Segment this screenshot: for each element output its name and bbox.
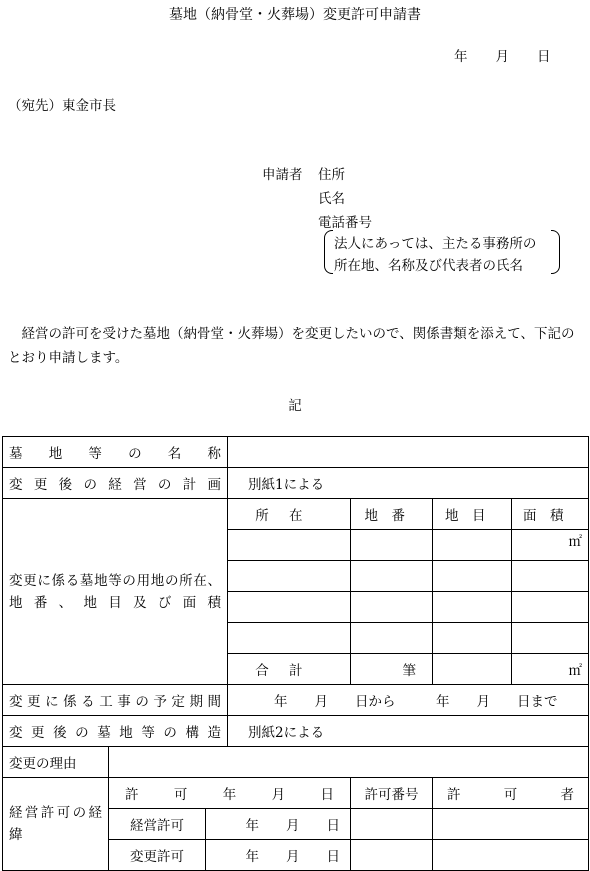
history-col-number: 許可番号: [351, 778, 433, 809]
management-plan-label: 変更後の経営の計画: [3, 468, 228, 499]
history-change-permitter[interactable]: [433, 840, 589, 871]
land-number-cell[interactable]: [351, 561, 433, 592]
land-label: 変更に係る墓地等の用地の所在、地番、地目及び面積: [3, 499, 228, 685]
land-area-cell[interactable]: [512, 623, 589, 654]
row-cemetery-name: [3, 437, 589, 468]
history-type-management: 経営許可: [109, 809, 206, 840]
row-land-header: [3, 499, 589, 530]
row-structure: [3, 716, 589, 747]
col-lot-number: 地番: [351, 499, 433, 530]
history-management-date[interactable]: 年 月 日: [206, 809, 351, 840]
construction-period-label: 変更に係る工事の予定期間: [3, 685, 228, 716]
land-location-cell[interactable]: [228, 561, 351, 592]
land-location-cell[interactable]: [228, 592, 351, 623]
land-number-cell[interactable]: [351, 592, 433, 623]
management-plan-value[interactable]: 別紙1による: [228, 468, 589, 499]
history-change-number[interactable]: [351, 840, 433, 871]
row-management-plan: [3, 468, 589, 499]
land-category-cell[interactable]: [433, 530, 512, 561]
applicant-fields: [318, 163, 372, 235]
ki-heading: 記: [288, 398, 302, 414]
land-number-cell[interactable]: [351, 623, 433, 654]
row-construction-period: [3, 685, 589, 716]
row-reason: [3, 747, 589, 778]
applicant-address-label: 住所: [318, 167, 345, 183]
history-change-date[interactable]: 年 月 日: [206, 840, 351, 871]
total-lot-count[interactable]: 筆: [351, 654, 433, 685]
row-history-header: [3, 778, 589, 809]
reason-label: 変更の理由: [3, 747, 109, 778]
history-col-permitter: 許可者: [433, 778, 589, 809]
land-area-cell[interactable]: [512, 592, 589, 623]
right-bracket: [551, 230, 560, 274]
land-area-cell[interactable]: [512, 561, 589, 592]
land-location-cell[interactable]: [228, 530, 351, 561]
date-day: 日: [537, 49, 551, 65]
structure-label: 変更後の墓地等の構造: [3, 716, 228, 747]
structure-value[interactable]: 別紙2による: [228, 716, 589, 747]
corporate-note-line2: 所在地、名称及び代表者の氏名: [334, 258, 523, 274]
land-category-cell[interactable]: [433, 592, 512, 623]
land-category-cell[interactable]: [433, 623, 512, 654]
col-category: 地目: [433, 499, 512, 530]
history-type-change: 変更許可: [109, 840, 206, 871]
total-area-cell[interactable]: ㎡: [512, 654, 589, 685]
application-date: [454, 45, 551, 65]
land-number-cell[interactable]: [351, 530, 433, 561]
date-year: 年: [454, 49, 468, 65]
history-label: 経営許可の経緯: [3, 778, 109, 871]
history-management-number[interactable]: [351, 809, 433, 840]
cemetery-name-label: 墓地等の名称: [3, 437, 228, 468]
reason-value[interactable]: [109, 747, 589, 778]
applicant-name-label: 氏名: [318, 191, 345, 207]
history-management-permitter[interactable]: [433, 809, 589, 840]
corporate-note-line1: 法人にあっては、主たる事務所の: [334, 236, 537, 252]
col-area: 面積: [512, 499, 589, 530]
land-area-cell[interactable]: ㎡: [512, 530, 589, 561]
applicant-phone-label: 電話番号: [318, 215, 372, 231]
col-location: 所在: [228, 499, 351, 530]
page-title: 墓地（納骨堂・火葬場）変更許可申請書: [169, 7, 421, 23]
corporate-note: [324, 230, 560, 274]
application-statement: 経営の許可を受けた墓地（納骨堂・火葬場）を変更したいので、関係書類を添えて、下記のとおり申請します。: [8, 326, 575, 366]
date-month: 月: [495, 49, 509, 65]
total-label: 合計: [228, 654, 351, 685]
cemetery-name-value[interactable]: [228, 437, 589, 468]
application-table: [2, 436, 589, 871]
history-col-date: 許可年月日: [109, 778, 351, 809]
construction-period-value[interactable]: 年 月 日から 年 月 日まで: [228, 685, 589, 716]
land-category-cell[interactable]: [433, 561, 512, 592]
land-location-cell[interactable]: [228, 623, 351, 654]
addressee: （宛先）東金市長: [8, 98, 116, 114]
left-bracket: [324, 230, 333, 274]
total-category-cell: [433, 654, 512, 685]
applicant-label: 申請者: [262, 167, 303, 183]
